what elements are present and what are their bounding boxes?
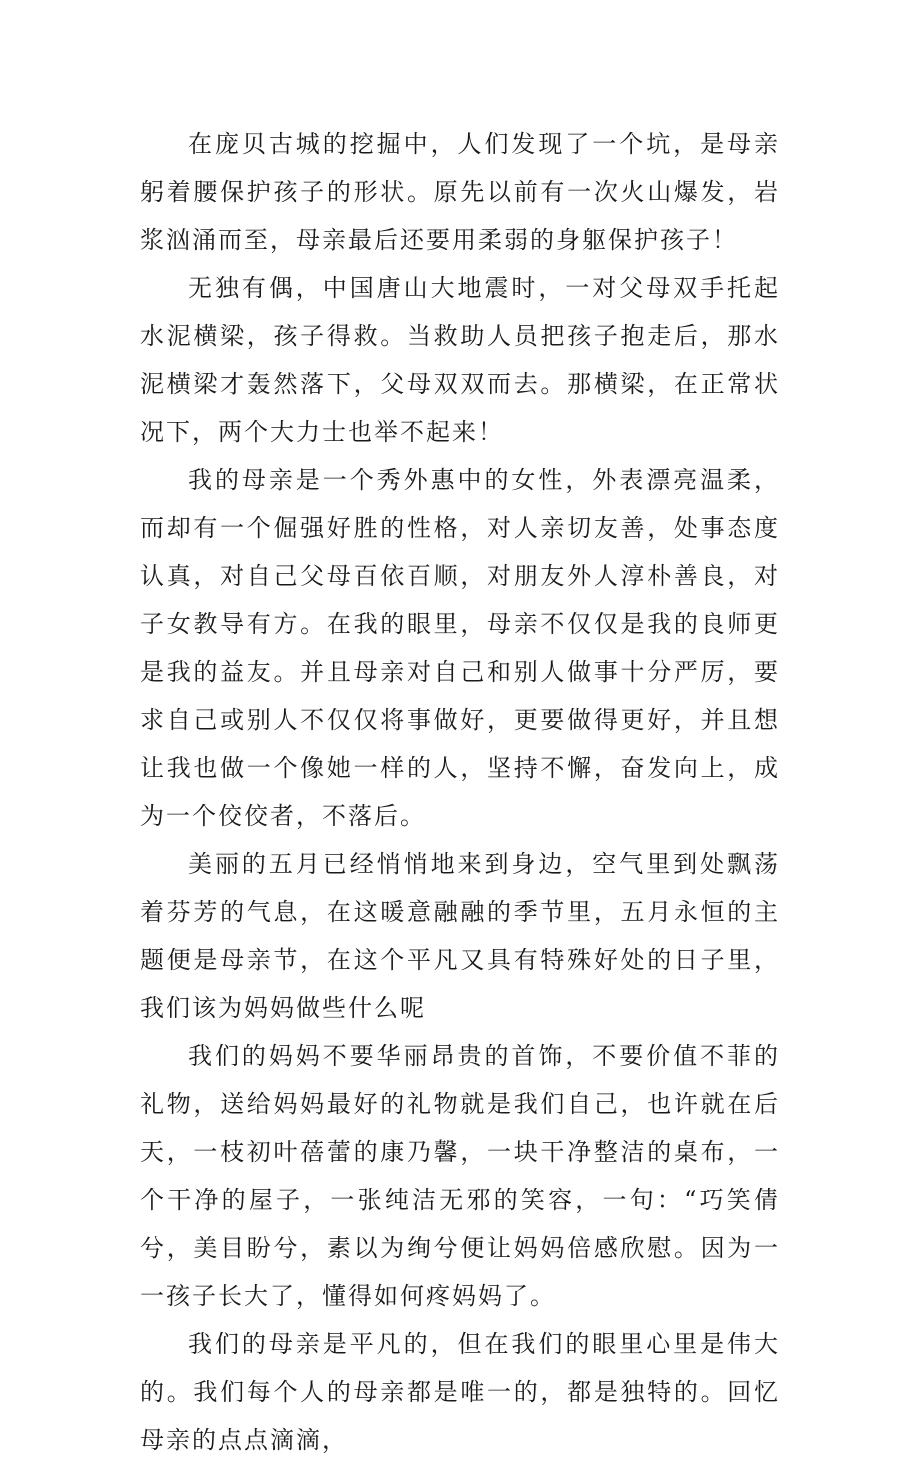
paragraph-ordinary-mother: 我们的母亲是平凡的，但在我们的眼里心里是伟大的。我们每个人的母亲都是唯一的，都是独特的。回忆母亲的点点滴滴， [140, 1330, 780, 1454]
paragraph-pompeii: 在庞贝古城的挖掘中，人们发现了一个坑，是母亲躬着腰保护孩子的形状。原先以前有一次火山爆发，岩浆汹涌而至，母亲最后还要用柔弱的身躯保护孩子！ [140, 130, 780, 254]
paragraph-my-mother: 我的母亲是一个秀外惠中的女性，外表漂亮温柔，而却有一个倔强好胜的性格，对人亲切友善，处事态度认真，对自己父母百依百顺，对朋友外人淳朴善良，对子女教导有方。在我的眼里，母亲不仅仅是我的良师更是我的益友。并且母亲对自己和别人做事十分严厉，要求自己或别人不仅仅将事做好，更要做得更好，并且想让我也做一个像她一样的人，坚持不懈，奋发向上，成为一个佼佼者，不落后。 [140, 466, 780, 830]
paragraph-gift: 我们的妈妈不要华丽昂贵的首饰，不要价值不菲的礼物，送给妈妈最好的礼物就是我们自己，也许就在后天，一枝初叶蓓蕾的康乃馨，一块干净整洁的桌布，一个干净的屋子，一张纯洁无邪的笑容，一句：“巧笑倩兮，美目盼兮，素以为绚兮便让妈妈倍感欣慰。因为一一孩子长大了，懂得如何疼妈妈了。 [140, 1042, 780, 1310]
paragraph-tangshan: 无独有偶，中国唐山大地震时，一对父母双手托起水泥横梁，孩子得救。当救助人员把孩子抱走后，那水泥横梁才轰然落下，父母双双而去。那横梁，在正常状况下，两个大力士也举不起来！ [140, 274, 780, 446]
paragraph-may: 美丽的五月已经悄悄地来到身边，空气里到处飘荡着芬芳的气息，在这暖意融融的季节里，五月永恒的主题便是母亲节，在这个平凡又具有特殊好处的日子里，我们该为妈妈做些什么呢 [140, 850, 780, 1022]
document-body [140, 120, 780, 1464]
